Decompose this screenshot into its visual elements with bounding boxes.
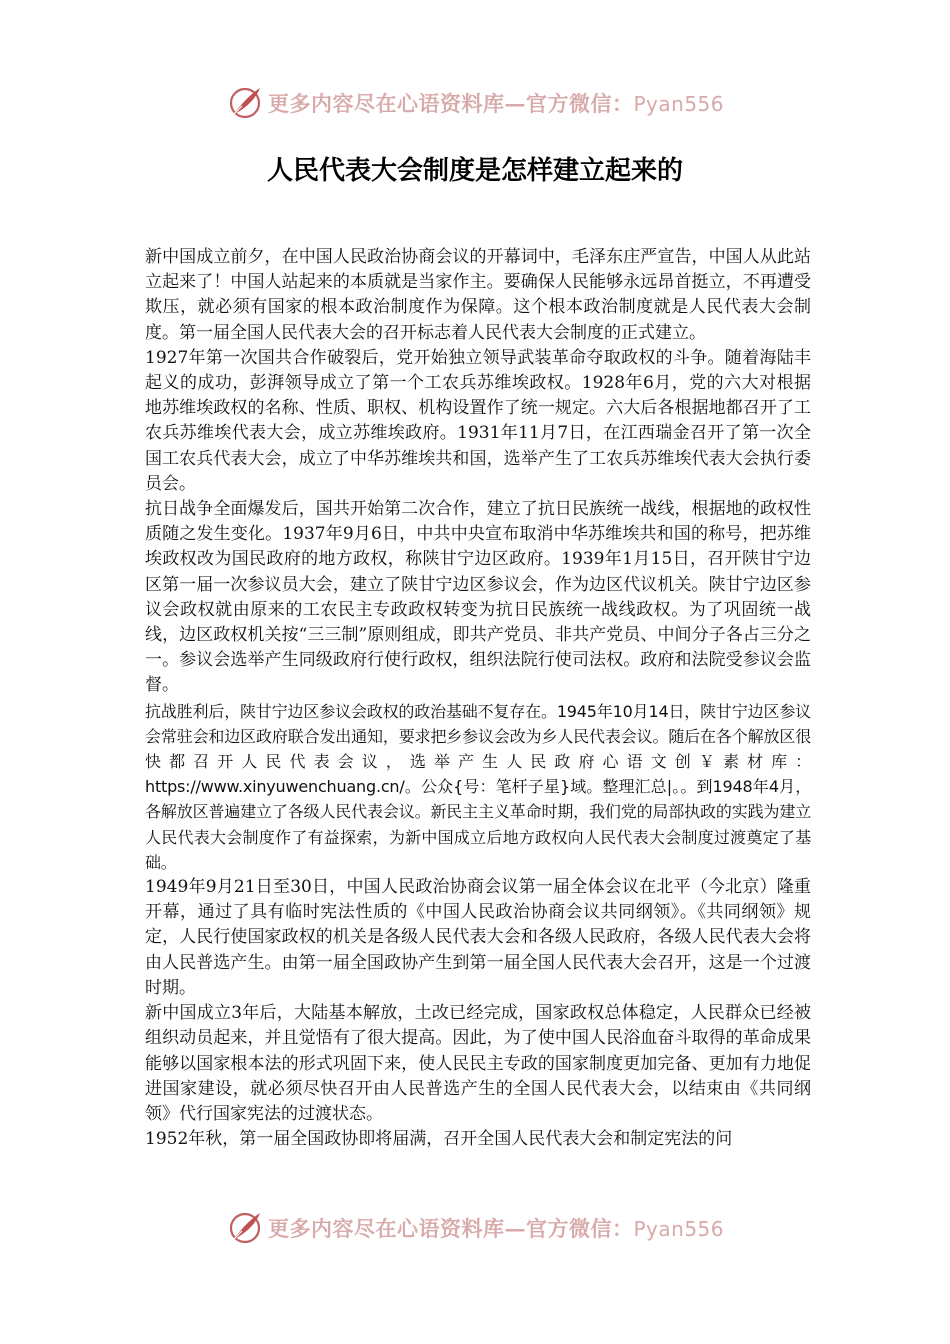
wechat-id: Pyan556	[633, 92, 725, 116]
banner-text: 更多内容尽在心语资料库—官方微信：Pyan556	[268, 1216, 725, 1241]
paragraph: 1949年9月21日至30日，中国人民政治协商会议第一届全体会议在北平（今北京）隆重开幕，通过了具有临时宪法性质的《中国人民政治协商会议共同纲领》。《共同纲领》规定，人民行使国家政权的机关是各级人民代表大会和各级人民政府，各级人民代表大会将由人民普选产生。由第一届全国政协产生到第一届全国人民代表大会召开，这是一个过渡时期。	[145, 877, 811, 998]
footer-banner	[226, 1208, 746, 1248]
quill-logo-icon	[226, 84, 264, 122]
article-body	[145, 245, 811, 1152]
paragraph: 1927年第一次国共合作破裂后，党开始独立领导武装革命夺取政权的斗争。随着海陆丰起义的成功，彭湃领导成立了第一个工农兵苏维埃政权。1928年6月，党的六大对根据地苏维埃政权的名称、性质、职权、机构设置作了统一规定。六大后各根据地都召开了工农兵苏维埃代表大会，成立苏维埃政府。1931年11月7日，在江西瑞金召开了第一次全国工农兵代表大会，成立了中华苏维埃共和国，选举产生了工农兵苏维埃代表大会执行委员会。	[145, 347, 811, 494]
page-title: 人民代表大会制度是怎样建立起来的	[266, 156, 683, 186]
paragraph: 新中国成立前夕，在中国人民政治协商会议的开幕词中，毛泽东庄严宣告，中国人从此站立起来了！中国人站起来的本质就是当家作主。要确保人民能够永远昂首挺立，不再遭受欺压，就必须有国家的根本政治制度作为保障。这个根本政治制度就是人民代表大会制度。第一届全国人民代表大会的召开标志着人民代表大会制度的正式建立。	[145, 247, 811, 343]
paragraph: 新中国成立3年后，大陆基本解放，土改已经完成，国家政权总体稳定，人民群众已经被组织动员起来，并且觉悟有了很大提高。因此，为了使中国人民浴血奋斗取得的革命成果能够以国家根本法的形式巩固下来，使人民民主专政的国家制度更加完备、更加有力地促进国家建设，就必须尽快召开由人民普选产生的全国人民代表大会，以结束由《共同纲领》代行国家宪法的过渡状态。	[145, 1003, 811, 1124]
header-banner	[226, 83, 746, 123]
wechat-id: Pyan556	[633, 1217, 725, 1241]
paragraph: 抗日战争全面爆发后，国共开始第二次合作，建立了抗日民族统一战线，根据地的政权性质随之发生变化。1937年9月6日，中共中央宣布取消中华苏维埃共和国的称号，把苏维埃政权改为国民政府的地方政权，称陕甘宁边区政府。1939年1月15日，召开陕甘宁边区第一届一次参议员大会，建立了陕甘宁边区参议会，作为边区代议机关。陕甘宁边区参议会政权就由原来的工农民主专政政权转变为抗日民族统一战线政权。为了巩固统一战线，边区政权机关按“三三制”原则组成，即共产党员、非共产党员、中间分子各占三分之一。参议会选举产生同级政府行使行政权，组织法院行使司法权。政府和法院受参议会监督。	[145, 499, 811, 696]
body-viewport	[140, 245, 820, 1193]
paragraph: 抗战胜利后，陕甘宁边区参议会政权的政治基础不复存在。1945年10月14日，陕甘宁边区参议会常驻会和边区政府联合发出通知，要求把乡参议会改为乡人民代表会议。随后在各个解放区很快都召开人民代表会议，选举产生人民政府心语文创￥素材库：https://www.xinyuwenchuang.cn/。公众{号：笔杆子星}域。整理汇总|。。到1948年4月，各解放区普遍建立了各级人民代表会议。新民主主义革命时期，我们党的局部执政的实践为建立人民代表大会制度作了有益探索，为新中国成立后地方政权向人民代表大会制度过渡奠定了基础。	[145, 701, 811, 872]
paragraph: 1952年秋，第一届全国政协即将届满，召开全国人民代表大会和制定宪法的问	[145, 1129, 733, 1150]
banner-text: 更多内容尽在心语资料库—官方微信：Pyan556	[268, 91, 725, 116]
quill-logo-icon	[226, 1209, 264, 1247]
